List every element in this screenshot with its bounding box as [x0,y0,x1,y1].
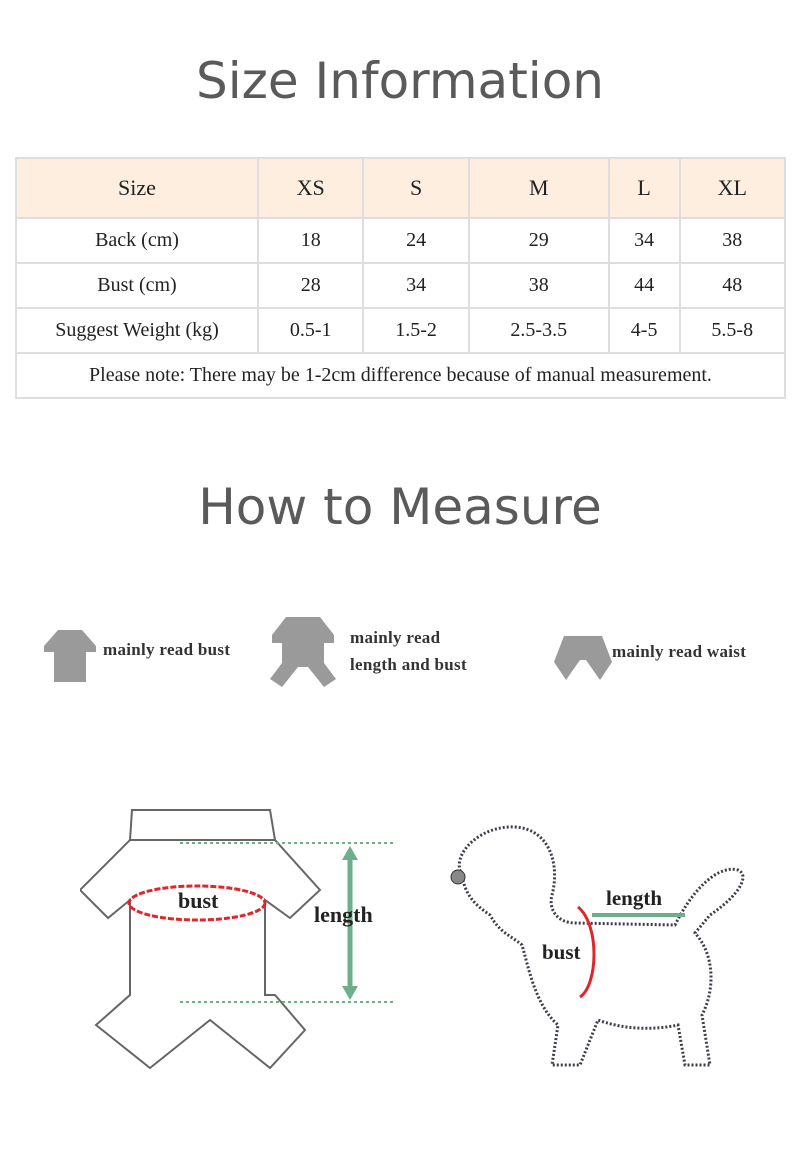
table-cell: 29 [469,218,609,263]
jumpsuit-icon [268,615,338,689]
garment-length-label: length [314,902,373,927]
garment-diagram [80,800,410,1090]
table-cell: 44 [609,263,680,308]
row-label: Bust (cm) [16,263,258,308]
dog-bust-label: bust [542,940,581,964]
table-cell: 0.5-1 [258,308,363,353]
t-shirt-icon [42,628,98,684]
header-xs: XS [258,158,363,218]
row-label: Suggest Weight (kg) [16,308,258,353]
garment-bust-label: bust [178,888,219,913]
size-information-title: Size Information [196,52,604,110]
dog-length-label: length [606,886,663,910]
table-cell: 34 [363,263,468,308]
legend-text-bust: mainly read bust [103,640,231,659]
table-cell: 38 [680,218,785,263]
table-cell: 38 [469,263,609,308]
measurement-note: Please note: There may be 1-2cm difference because of manual measurement. [16,353,785,398]
size-table [15,157,786,399]
row-label: Back (cm) [16,218,258,263]
table-row [16,263,785,308]
table-cell: 5.5-8 [680,308,785,353]
table-cell: 34 [609,218,680,263]
table-row [16,308,785,353]
table-cell: 4-5 [609,308,680,353]
header-xl: XL [680,158,785,218]
table-cell: 48 [680,263,785,308]
table-cell: 24 [363,218,468,263]
table-row [16,218,785,263]
dog-diagram [440,815,760,1080]
legend-text-length-line2: length and bust [350,655,467,674]
size-table-header-row [16,158,785,218]
header-m: M [469,158,609,218]
header-s: S [363,158,468,218]
how-to-measure-title: How to Measure [198,478,602,536]
header-size: Size [16,158,258,218]
note-row [16,353,785,398]
legend-text-length-line1: mainly read [350,628,441,647]
table-cell: 18 [258,218,363,263]
table-cell: 28 [258,263,363,308]
table-cell: 2.5-3.5 [469,308,609,353]
pants-icon [552,634,614,682]
legend-text-waist: mainly read waist [612,642,747,661]
header-l: L [609,158,680,218]
table-cell: 1.5-2 [363,308,468,353]
